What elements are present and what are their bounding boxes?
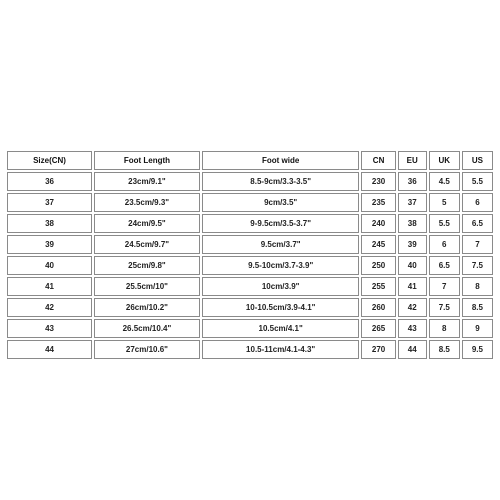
cell-size-cn: 40 [7, 256, 92, 275]
cell-cn: 245 [361, 235, 395, 254]
cell-size-cn: 37 [7, 193, 92, 212]
cell-uk: 7 [429, 277, 460, 296]
cell-eu: 44 [398, 340, 427, 359]
cell-size-cn: 43 [7, 319, 92, 338]
cell-size-cn: 39 [7, 235, 92, 254]
cell-size-cn: 36 [7, 172, 92, 191]
cell-cn: 255 [361, 277, 395, 296]
cell-us: 8.5 [462, 298, 493, 317]
cell-cn: 240 [361, 214, 395, 233]
cell-foot-length: 23cm/9.1" [94, 172, 200, 191]
cell-us: 7 [462, 235, 493, 254]
cell-size-cn: 42 [7, 298, 92, 317]
table-row [7, 340, 493, 359]
cell-uk: 5 [429, 193, 460, 212]
cell-foot-wide: 8.5-9cm/3.3-3.5" [202, 172, 360, 191]
cell-foot-wide: 10.5cm/4.1" [202, 319, 360, 338]
cell-foot-wide: 10-10.5cm/3.9-4.1" [202, 298, 360, 317]
table-row [7, 235, 493, 254]
header-size-cn: Size(CN) [7, 151, 92, 170]
cell-size-cn: 44 [7, 340, 92, 359]
cell-eu: 38 [398, 214, 427, 233]
cell-foot-length: 25cm/9.8" [94, 256, 200, 275]
header-foot-length: Foot Length [94, 151, 200, 170]
cell-foot-wide: 9.5cm/3.7" [202, 235, 360, 254]
cell-foot-length: 25.5cm/10" [94, 277, 200, 296]
cell-eu: 43 [398, 319, 427, 338]
cell-uk: 8 [429, 319, 460, 338]
cell-us: 9 [462, 319, 493, 338]
cell-foot-length: 27cm/10.6" [94, 340, 200, 359]
cell-cn: 265 [361, 319, 395, 338]
cell-foot-wide: 9.5-10cm/3.7-3.9" [202, 256, 360, 275]
header-uk: UK [429, 151, 460, 170]
cell-us: 9.5 [462, 340, 493, 359]
cell-foot-wide: 9cm/3.5" [202, 193, 360, 212]
cell-uk: 4.5 [429, 172, 460, 191]
table-row [7, 277, 493, 296]
cell-size-cn: 41 [7, 277, 92, 296]
cell-cn: 260 [361, 298, 395, 317]
cell-us: 5.5 [462, 172, 493, 191]
table-row [7, 298, 493, 317]
cell-us: 8 [462, 277, 493, 296]
table-row [7, 172, 493, 191]
cell-eu: 39 [398, 235, 427, 254]
size-chart-table [5, 149, 495, 361]
cell-eu: 37 [398, 193, 427, 212]
cell-foot-length: 24cm/9.5" [94, 214, 200, 233]
cell-us: 7.5 [462, 256, 493, 275]
table-row [7, 319, 493, 338]
cell-foot-length: 26.5cm/10.4" [94, 319, 200, 338]
cell-foot-wide: 10cm/3.9" [202, 277, 360, 296]
header-cn: CN [361, 151, 395, 170]
table-row [7, 214, 493, 233]
cell-foot-length: 23.5cm/9.3" [94, 193, 200, 212]
cell-us: 6 [462, 193, 493, 212]
cell-size-cn: 38 [7, 214, 92, 233]
cell-us: 6.5 [462, 214, 493, 233]
cell-eu: 36 [398, 172, 427, 191]
cell-foot-wide: 9-9.5cm/3.5-3.7" [202, 214, 360, 233]
cell-uk: 6 [429, 235, 460, 254]
header-foot-wide: Foot wide [202, 151, 360, 170]
cell-cn: 235 [361, 193, 395, 212]
table-header-row [7, 151, 493, 170]
cell-uk: 7.5 [429, 298, 460, 317]
cell-eu: 42 [398, 298, 427, 317]
cell-cn: 230 [361, 172, 395, 191]
cell-cn: 250 [361, 256, 395, 275]
header-us: US [462, 151, 493, 170]
header-eu: EU [398, 151, 427, 170]
cell-eu: 41 [398, 277, 427, 296]
size-chart-body [7, 151, 493, 359]
cell-uk: 8.5 [429, 340, 460, 359]
cell-foot-length: 26cm/10.2" [94, 298, 200, 317]
cell-uk: 5.5 [429, 214, 460, 233]
cell-eu: 40 [398, 256, 427, 275]
cell-uk: 6.5 [429, 256, 460, 275]
table-row [7, 193, 493, 212]
table-row [7, 256, 493, 275]
cell-cn: 270 [361, 340, 395, 359]
cell-foot-wide: 10.5-11cm/4.1-4.3" [202, 340, 360, 359]
cell-foot-length: 24.5cm/9.7" [94, 235, 200, 254]
